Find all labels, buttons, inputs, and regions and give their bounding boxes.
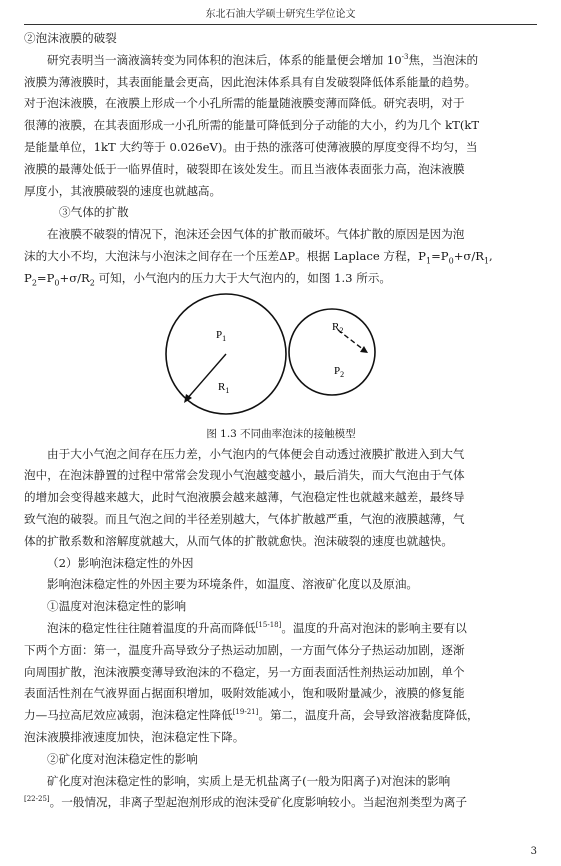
superscript: -3 bbox=[401, 52, 409, 61]
paragraph-line: 体的扩散系数和溶解度就越大，从而气体的扩散就愈快。泡沫破裂的速度也就越快。 bbox=[24, 533, 453, 548]
subsection-heading: ②泡沫液膜的破裂 bbox=[24, 31, 117, 45]
paragraph-line: 由于大小气泡之间存在压力差，小气泡内的气体便会自动透过液膜扩散进入到大气 bbox=[47, 446, 465, 461]
paragraph-line: 液膜的最薄处低于一临界值时，破裂即在该处发生。而且当液体表面张力高，泡沫液膜 bbox=[24, 161, 465, 176]
bubble-contact-diagram bbox=[164, 292, 404, 424]
figure-contact-model bbox=[24, 290, 538, 424]
subsection-heading: （2）影响泡沫稳定性的外因 bbox=[47, 555, 194, 570]
citation: [19-21] bbox=[232, 708, 259, 717]
paragraph-line: 向周围扩散，泡沫液膜变薄导致泡沫的不稳定，另一方面表面活性剂热运动加剧，单个 bbox=[24, 664, 465, 679]
figure-caption: 图 1.3 不同曲率泡沫的接触模型 bbox=[206, 427, 356, 440]
paragraph-line: 力—马拉高尼效应减弱，泡沫稳定性降低[19-21]。第二，温度升高，会导致溶液黏度降低， bbox=[24, 708, 479, 723]
page-number: 3 bbox=[530, 846, 537, 857]
citation: [15-18] bbox=[255, 621, 282, 630]
paragraph-line: 对于泡沫液膜，在液膜上形成一个小孔所需的能量随液膜变薄而降低。研究表明，对于 bbox=[24, 96, 465, 111]
paragraph-line: 泡沫液膜排液速度加快，泡沫稳定性下降。 bbox=[24, 729, 245, 744]
label-r2: $R_2$ bbox=[332, 320, 344, 335]
paragraph-line: 在液膜不破裂的情况下，泡沫还会因气体的扩散而破坏。气体扩散的原因是因为泡 bbox=[47, 227, 465, 242]
paragraph-line: 泡中，在泡沫静置的过程中常常会发现小气泡越变越小，最后消失，而大气泡由于气体 bbox=[24, 468, 465, 483]
radius-r1-line bbox=[186, 354, 226, 400]
subsection-heading: ②矿化度对泡沫稳定性的影响 bbox=[47, 751, 198, 766]
running-header bbox=[24, 8, 537, 25]
paragraph-line: 下两个方面：第一，温度升高导致分子热运动加剧，一方面气体分子热运动加剧，逐渐 bbox=[24, 642, 465, 657]
paragraph-line: 厚度小，其液膜破裂的速度也就越高。 bbox=[24, 183, 222, 198]
text-run: 研究表明当一滴液滴转变为同体积的泡沫后，体系的能量便会增加 $10^{-3}$焦，当泡沫的 bbox=[47, 52, 479, 67]
label-p1: $P_1$ bbox=[216, 328, 227, 343]
paragraph-line: 是能量单位，1kT 大约等于 0.026eV)。由于热的涨落可使薄液膜的厚度变得不均匀，当 bbox=[24, 139, 478, 154]
paragraph-line bbox=[24, 50, 538, 72]
citation: [22-25] bbox=[24, 795, 50, 804]
subsection-heading: ①温度对泡沫稳定性的影响 bbox=[47, 599, 187, 614]
paragraph-line: 液膜为薄液膜时，其表面能量会更高，因此泡沫体系具有自发破裂降低体系能量的趋势。 bbox=[24, 74, 477, 89]
paragraph-line: 的增加会变得越来越大，此时气泡液膜会越来越薄，气泡稳定性也就越来越差，最终导 bbox=[24, 490, 465, 505]
label-r1: $R_1$ bbox=[218, 380, 230, 395]
paragraph-line: 致气泡的破裂。而且气泡之间的半径差别越大，气体扩散越严重，气泡的液膜越薄，气 bbox=[24, 511, 465, 526]
paragraph-line: 很薄的液膜，在其表面形成一小孔所需的能量可降低到分子动能的大小，约为几个 kT(kT bbox=[24, 118, 480, 133]
paragraph-line: [22-25]。一般情况，非离子型起泡剂形成的泡沫受矿化度影响较小。当起泡剂类型为离子 bbox=[24, 795, 468, 810]
paragraph-line: $P_2=P_0+\sigma/R_2$ 可知，小气泡内的压力大于大气泡内的，如图 1.3 所示。 bbox=[24, 270, 392, 288]
label-p2: $P_2$ bbox=[334, 364, 345, 379]
paragraph-line: 影响泡沫稳定性的外因主要为环境条件，如温度、溶液矿化度以及原油。 bbox=[47, 577, 419, 592]
page-body bbox=[24, 28, 538, 814]
paragraph-line: 泡沫的稳定性往往随着温度的升高而降低[15-18]。温度的升高对泡沫的影响主要有以 bbox=[47, 620, 467, 635]
subsection-heading: ③气体的扩散 bbox=[59, 205, 129, 220]
paragraph-line: 沫的大小不均，大泡沫与小泡沫之间存在一个压差ΔP。根据 Laplace 方程，$P_1=P_0+\sigma/R_1$, bbox=[24, 248, 493, 266]
paragraph-line: 矿化度对泡沫稳定性的影响，实质上是无机盐离子(一般为阳离子)对泡沫的影响 bbox=[47, 773, 451, 788]
paragraph-line: 表面活性剂在气液界面占据面积增加，吸附效能减小，饱和吸附量减少，液膜的修复能 bbox=[24, 686, 465, 701]
header-title: 东北石油大学硕士研究生学位论文 bbox=[205, 9, 356, 20]
